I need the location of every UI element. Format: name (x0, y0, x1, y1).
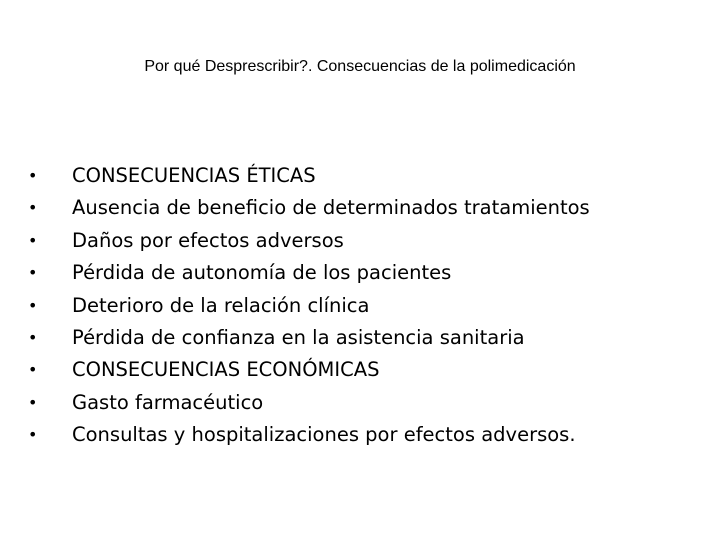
bullet-icon: • (28, 360, 38, 380)
bullet-icon: • (28, 425, 38, 445)
bullet-text: CONSECUENCIAS ÉTICAS (72, 164, 316, 187)
bullet-icon: • (28, 295, 38, 315)
bullet-icon: • (28, 263, 38, 283)
bullet-text: CONSECUENCIAS ECONÓMICAS (72, 358, 380, 382)
bullet-item-perdida-confianza (28, 322, 590, 354)
bullet-item-consultas-hospitalizaciones (28, 419, 590, 451)
bullet-item-danos-efectos-adversos (28, 225, 590, 257)
bullet-icon: • (28, 230, 38, 250)
bullet-list (28, 160, 590, 452)
bullet-icon: • (28, 327, 38, 347)
bullet-text: Pérdida de confianza en la asistencia sanitaria (72, 325, 525, 349)
bullet-text: Consultas y hospitalizaciones por efectos adversos. (72, 423, 576, 447)
bullet-icon: • (28, 198, 38, 218)
bullet-icon: • (28, 392, 38, 412)
bullet-item-perdida-autonomia (28, 257, 590, 289)
bullet-item-consecuencias-economicas (28, 354, 590, 386)
bullet-item-ausencia-beneficio (28, 192, 590, 224)
bullet-item-gasto-farmaceutico (28, 387, 590, 419)
bullet-text: Deterioro de la relación clínica (72, 293, 370, 317)
bullet-text: Daños por efectos adversos (72, 228, 344, 252)
bullet-text: Ausencia de beneficio de determinados tratamientos (72, 196, 590, 220)
bullet-item-deterioro-relacion (28, 290, 590, 322)
bullet-item-consecuencias-eticas (28, 160, 590, 192)
bullet-text: Pérdida de autonomía de los pacientes (72, 261, 452, 285)
slide-title: Por qué Desprescribir?. Consecuencias de la polimedicación (144, 58, 576, 75)
bullet-text: Gasto farmacéutico (72, 390, 264, 414)
bullet-icon: • (28, 166, 38, 185)
